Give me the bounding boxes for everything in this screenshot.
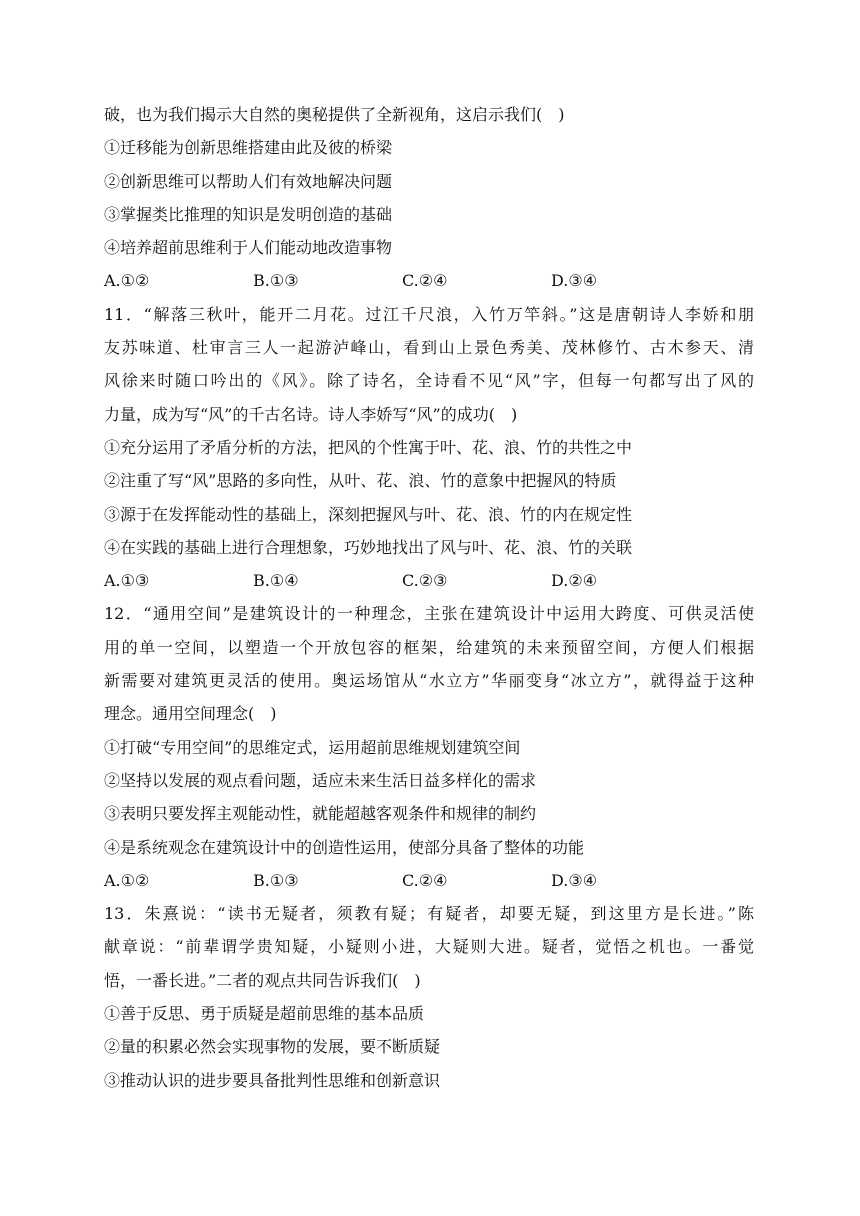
q10-option-b[interactable]: B.①③ xyxy=(253,271,299,291)
q11-choice-4: ④在实践的基础上进行合理想象，巧妙地找出了风与叶、花、浪、竹的关联 xyxy=(104,537,633,557)
q12-stem-line-3: 新需要对建筑更灵活的使用。奥运场馆从“水立方”华丽变身“冰立方”，就得益于这种 xyxy=(104,671,754,691)
q13-choice-3: ③推动认识的进步要具备批判性思维和创新意识 xyxy=(104,1070,441,1090)
q11-stem-line-4: 力量，成为写“风”的千古名诗。诗人李娇写“风”的成功( ) xyxy=(104,404,518,424)
q12-choice-1: ①打破“专用空间”的思维定式，运用超前思维规划建筑空间 xyxy=(104,737,521,757)
q13-stem-line-1: 13．朱熹说：“读书无疑者，须教有疑；有疑者，却要无疑，到这里方是长进。”陈 xyxy=(104,904,754,924)
q10-choice-3: ③掌握类比推理的知识是发明创造的基础 xyxy=(104,204,393,224)
q10-option-a[interactable]: A.①② xyxy=(104,271,150,291)
q11-stem-line-2: 友苏味道、杜审言三人一起游泸峰山，看到山上景色秀美、茂林修竹、古木参天、清 xyxy=(104,338,754,358)
q12-stem-line-1: 12．“通用空间”是建筑设计的一种理念，主张在建筑设计中运用大跨度、可供灵活使 xyxy=(104,604,754,624)
q12-option-b[interactable]: B.①③ xyxy=(253,870,299,890)
q12-options xyxy=(104,864,754,897)
q13-stem-line-3: 悟，一番长进。”二者的观点共同告诉我们( ) xyxy=(104,970,421,990)
q11-choice-3: ③源于在发挥能动性的基础上，深刻把握风与叶、花、浪、竹的内在规定性 xyxy=(104,504,633,524)
q10-choice-1: ①迁移能为创新思维搭建由此及彼的桥梁 xyxy=(104,138,393,158)
q11-choice-1: ①充分运用了矛盾分析的方法，把风的个性寓于叶、花、浪、竹的共性之中 xyxy=(104,437,633,457)
q11-stem-line-3: 风徐来时随口吟出的《风》。除了诗名，全诗看不见“风”字，但每一句都写出了风的 xyxy=(104,371,754,391)
q12-option-a[interactable]: A.①② xyxy=(104,870,150,890)
q12-option-d[interactable]: D.③④ xyxy=(551,870,598,890)
q10-option-c[interactable]: C.②④ xyxy=(402,271,448,291)
q10-stem-tail: 破，也为我们揭示大自然的奥秘提供了全新视角，这启示我们( ) xyxy=(104,105,565,124)
q10-choice-4: ④培养超前思维利于人们能动地改造事物 xyxy=(104,238,393,258)
q11-options xyxy=(104,564,754,597)
q11-option-a[interactable]: A.①③ xyxy=(104,571,150,591)
q13-stem-line-2: 献章说：“前辈谓学贵知疑，小疑则小进，大疑则大进。疑者，觉悟之机也。一番觉 xyxy=(104,937,754,957)
q10-choice-2: ②创新思维可以帮助人们有效地解决问题 xyxy=(104,171,393,191)
q12-option-c[interactable]: C.②④ xyxy=(402,870,448,890)
q12-stem-line-4: 理念。通用空间理念( ) xyxy=(104,704,277,724)
q13-choice-1: ①善于反思、勇于质疑是超前思维的基本品质 xyxy=(104,1004,425,1024)
q11-option-c[interactable]: C.②③ xyxy=(402,571,448,591)
q12-choice-3: ③表明只要发挥主观能动性，就能超越客观条件和规律的制约 xyxy=(104,804,537,824)
q11-choice-2: ②注重了写“风”思路的多向性，从叶、花、浪、竹的意象中把握风的特质 xyxy=(104,471,617,491)
question-content xyxy=(104,98,754,1097)
q10-option-d[interactable]: D.③④ xyxy=(551,271,598,291)
q12-stem-line-2: 用的单一空间，以塑造一个开放包容的框架，给建筑的未来预留空间，方便人们根据 xyxy=(104,637,754,657)
q12-choice-4: ④是系统观念在建筑设计中的创造性运用，使部分具备了整体的功能 xyxy=(104,837,585,857)
q11-option-d[interactable]: D.②④ xyxy=(551,571,598,591)
q11-option-b[interactable]: B.①④ xyxy=(253,571,299,591)
q11-stem-line-1: 11．“解落三秋叶，能开二月花。过江千尺浪，入竹万竿斜。”这是唐朝诗人李娇和朋 xyxy=(104,304,754,324)
q10-options xyxy=(104,264,754,297)
q13-choice-2: ②量的积累必然会实现事物的发展，要不断质疑 xyxy=(104,1037,441,1057)
q12-choice-2: ②坚持以发展的观点看问题，适应未来生活日益多样化的需求 xyxy=(104,770,537,790)
